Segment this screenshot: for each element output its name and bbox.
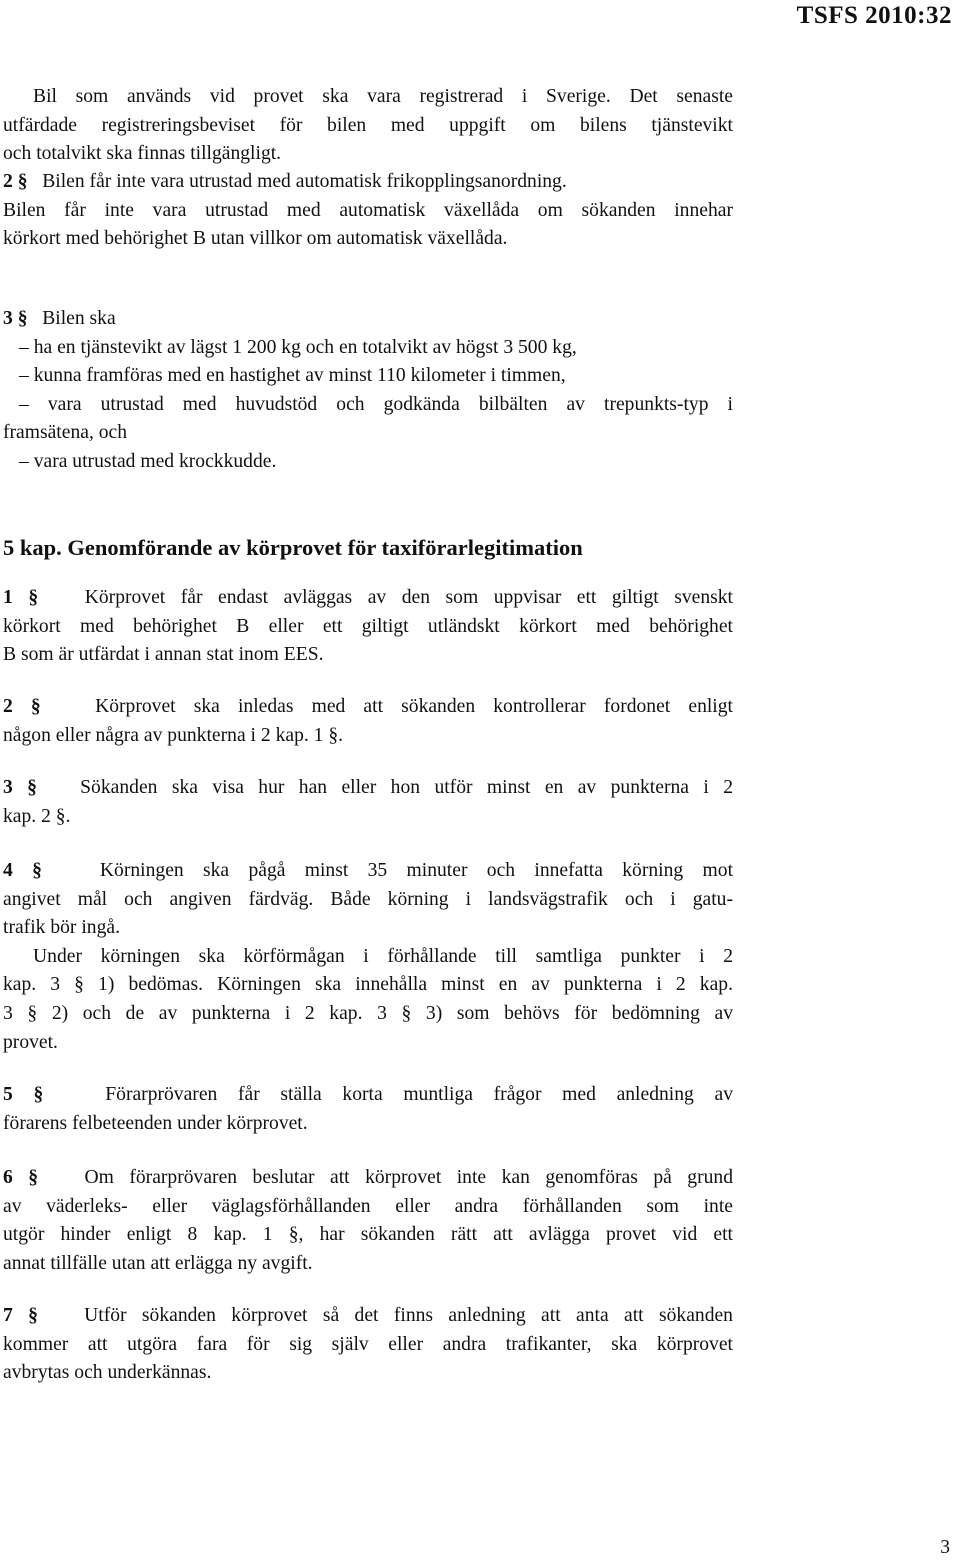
section-c5 [3, 1081, 733, 1138]
text-line: utgör hinder enligt 8 kap. 1 §, har sökanden rätt att avlägga provet vid ett [3, 1224, 733, 1246]
section-c6 [3, 1164, 733, 1278]
text-line: trafik bör ingå. [3, 917, 120, 939]
section-c4 [3, 857, 733, 1057]
section-number: 5 § [3, 1084, 44, 1105]
text-line: Körprovet får endast avläggas av den som uppvisar ett giltigt svenskt [84, 587, 733, 608]
text-line: Bilen får inte vara utrustad med automatisk frikopplingsanordning. [42, 171, 567, 192]
list-item: – kunna framföras med en hastighet av minst 110 kilometer i timmen, [19, 365, 566, 387]
text-line: Bilen ska [42, 308, 116, 329]
section-number: 4 § [3, 860, 42, 881]
text-line: av väderleks- eller väglagsförhållanden eller andra förhållanden som inte [3, 1195, 733, 1217]
section-3 [3, 305, 733, 477]
text-line: Förarprövaren får ställa korta muntliga frågor med anledning av [105, 1084, 733, 1105]
text-line: Utför sökanden körprovet så det finns anledning att anta att sökanden [84, 1305, 733, 1326]
text-line: avbrytas och underkännas. [3, 1362, 212, 1384]
section-c1 [3, 584, 733, 670]
section-number: 3 § [3, 777, 37, 798]
list-item: – vara utrustad med huvudstöd och godkända bilbälten av trepunkts-typ i [19, 393, 733, 415]
list-item-continuation: framsätena, och [3, 422, 128, 444]
text-line: kap. 3 § 1) bedömas. Körningen ska innehålla minst en av punkterna i 2 kap. [3, 974, 733, 996]
text-line: utfärdade registreringsbeviset för bilen med uppgift om bilens tjänstevikt [3, 114, 733, 136]
text-line: körkort med behörighet B utan villkor om automatisk växellåda. [3, 228, 508, 250]
text-line: Bil som används vid provet ska vara registrerad i Sverige. Det senaste [33, 86, 733, 107]
section-number: 2 § [3, 171, 28, 192]
section-c3 [3, 774, 733, 831]
list-item: – ha en tjänstevikt av lägst 1 200 kg och en totalvikt av högst 3 500 kg, [19, 336, 577, 358]
text-line: 3 § 2) och de av punkterna i 2 kap. 3 § 3) som behövs för bedömning av [3, 1002, 733, 1024]
text-line: Körningen ska pågå minst 35 minuter och innefatta körning mot [99, 860, 734, 881]
text-line: Körprovet ska inledas med att sökanden kontrollerar fordonet enligt [95, 696, 733, 717]
intro-paragraph [3, 83, 733, 169]
document-id: TSFS 2010:32 [796, 2, 952, 29]
section-number: 1 § [3, 587, 39, 608]
text-line: Bilen får inte vara utrustad med automatisk växellåda om sökanden innehar [3, 199, 733, 221]
text-line: och totalvikt ska finnas tillgängligt. [3, 143, 282, 165]
section-number: 2 § [3, 696, 41, 717]
section-c7 [3, 1302, 733, 1388]
page-number: 3 [940, 1537, 950, 1558]
section-number: 6 § [3, 1167, 39, 1188]
text-line: provet. [3, 1031, 58, 1053]
text-line: någon eller några av punkterna i 2 kap. 1 §. [3, 724, 344, 746]
list-item: – vara utrustad med krockkudde. [19, 450, 277, 472]
text-line: Under körningen ska körförmågan i förhållande till samtliga punkter i 2 [33, 945, 733, 967]
section-2 [3, 168, 733, 254]
text-line: Om förarprövaren beslutar att körprovet inte kan genomföras på grund [84, 1167, 733, 1188]
text-line: annat tillfälle utan att erlägga ny avgift. [3, 1252, 313, 1274]
text-line: förarens felbeteenden under körprovet. [3, 1112, 308, 1134]
section-number: 7 § [3, 1305, 38, 1326]
text-line: angivet mål och angiven färdväg. Både körning i landsvägstrafik och i gatu- [3, 888, 733, 910]
section-c2 [3, 693, 733, 750]
chapter-heading: 5 kap. Genomförande av körprovet för taxiförarlegitimation [3, 535, 583, 560]
text-line: körkort med behörighet B eller ett giltigt utländskt körkort med behörighet [3, 615, 733, 637]
text-line: kap. 2 §. [3, 805, 71, 827]
text-line: kommer att utgöra fara för sig själv eller andra trafikanter, ska körprovet [3, 1333, 733, 1355]
section-number: 3 § [3, 308, 28, 329]
text-line: Sökanden ska visa hur han eller hon utför minst en av punkterna i 2 [80, 777, 733, 798]
text-line: B som är utfärdat i annan stat inom EES. [3, 644, 324, 666]
